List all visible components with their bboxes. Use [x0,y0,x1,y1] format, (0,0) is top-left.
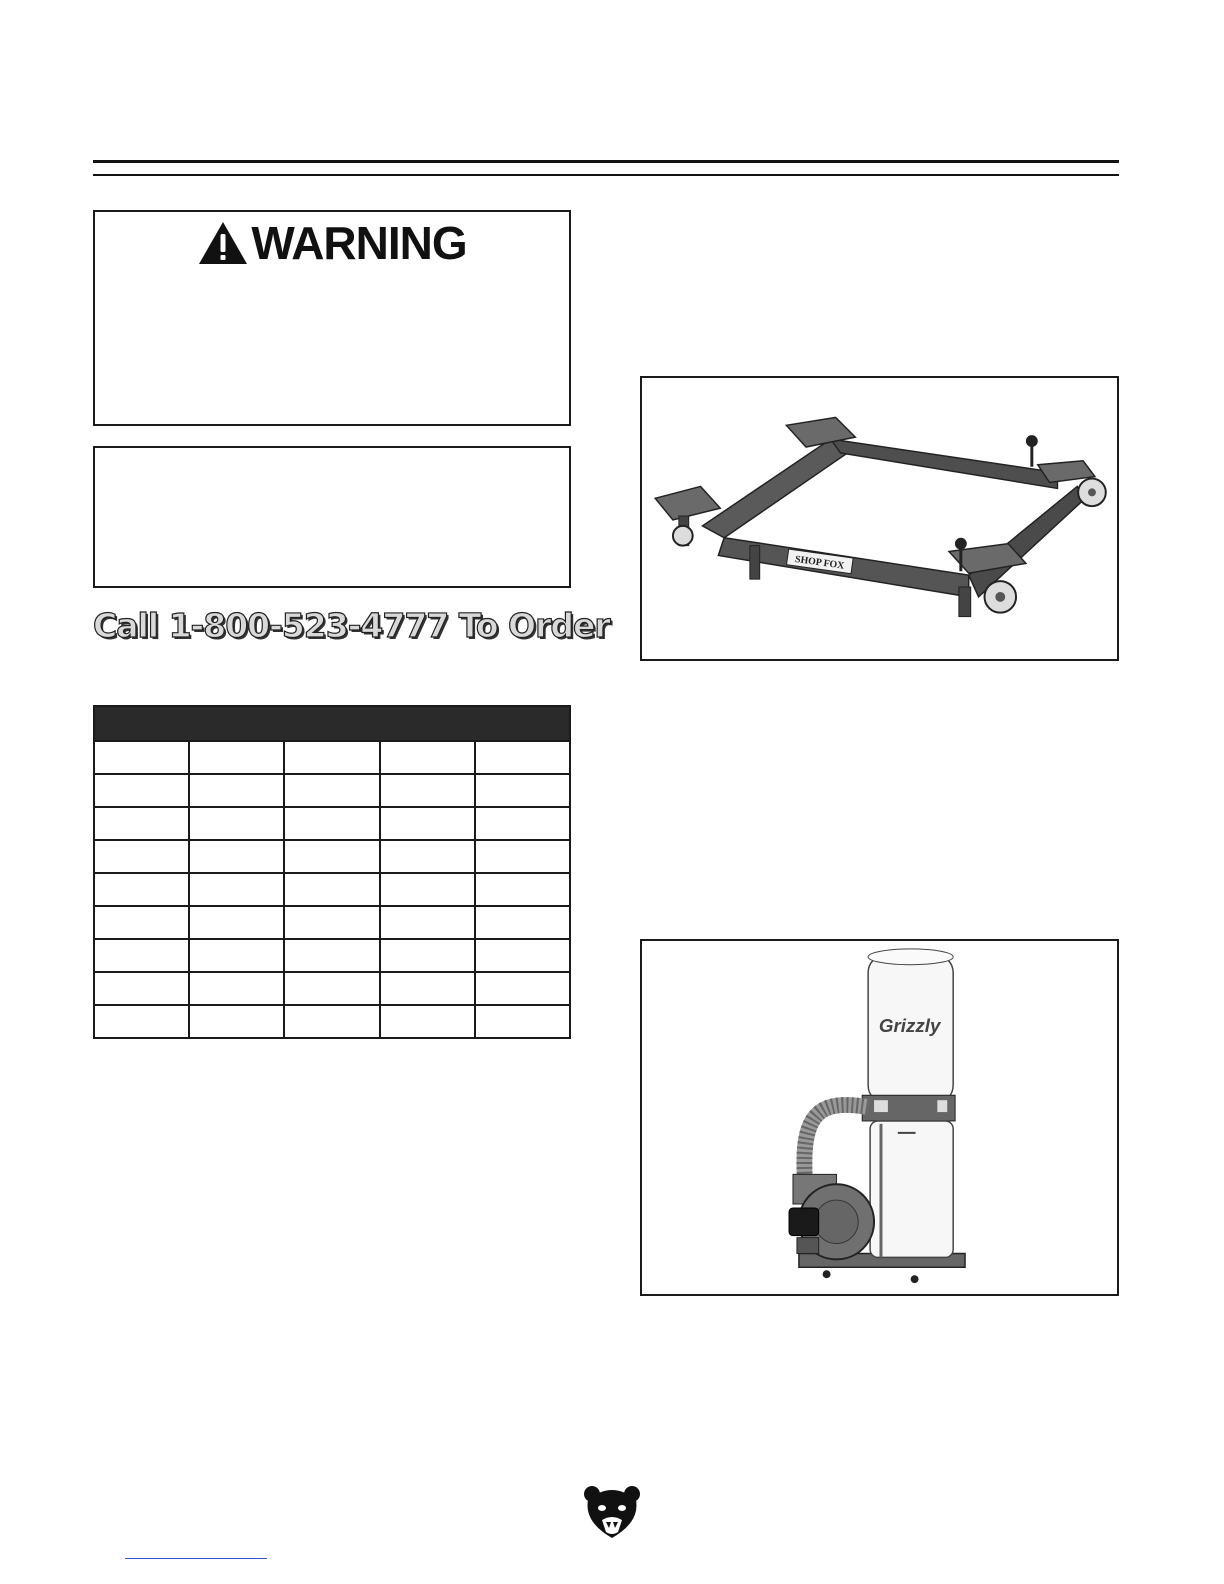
table-cell [189,972,284,1005]
table-row [94,1005,570,1038]
table-row [94,774,570,807]
table-cell [94,1005,189,1038]
table-cell [380,906,475,939]
table-cell [284,939,379,972]
table-cell [284,807,379,840]
table-cell [189,873,284,906]
shop-fox-plate: SHOP FOX [794,553,845,572]
table-cell [475,840,570,873]
table-cell [284,840,379,873]
table-cell [380,840,475,873]
table-cell [94,807,189,840]
footer-link-underline[interactable] [125,1558,267,1559]
table-row [94,741,570,774]
table-cell [475,774,570,807]
table-cell [284,774,379,807]
table-cell [189,807,284,840]
table-cell [284,972,379,1005]
warning-title: WARNING [251,217,467,269]
table-cell [380,939,475,972]
table-cell [284,906,379,939]
table-cell [94,972,189,1005]
table-cell [380,1005,475,1038]
table-row [94,840,570,873]
table-cell [475,807,570,840]
table-cell [284,873,379,906]
warning-triangle-icon [197,220,249,266]
figure-mobile-base [640,376,1119,661]
table-cell [284,1005,379,1038]
table-cell [189,906,284,939]
table-row [94,906,570,939]
table-cell [94,840,189,873]
table-cell [380,972,475,1005]
table-header-cell [94,706,570,741]
table-cell [380,807,475,840]
table-cell [94,873,189,906]
table-cell [475,1005,570,1038]
table-cell [475,906,570,939]
table-cell [189,840,284,873]
table-header-row [94,706,570,741]
header-rule-bottom [93,174,1119,176]
grizzly-logo: Grizzly [878,1014,941,1036]
table-cell [94,774,189,807]
figure-dust-collector [640,939,1119,1296]
header-rule-top [93,160,1119,163]
table-cell [189,939,284,972]
warning-header [95,217,569,269]
table-cell [475,972,570,1005]
table-cell [284,741,379,774]
call-to-order-banner: Call 1-800-523-4777 To Order [93,606,610,645]
table-cell [475,873,570,906]
table-cell [380,774,475,807]
table-row [94,873,570,906]
table-row [94,939,570,972]
table-cell [189,741,284,774]
table-row [94,807,570,840]
table-cell [380,873,475,906]
table-cell [475,741,570,774]
table-cell [380,741,475,774]
table-cell [475,939,570,972]
table-cell [94,906,189,939]
table-row [94,972,570,1005]
table-cell [189,774,284,807]
grizzly-bear-logo-icon [582,1484,642,1540]
warning-box [93,210,571,426]
table-cell [94,741,189,774]
accessories-table [93,705,571,1039]
dust-collector-illustration [642,941,1117,1294]
table-cell [189,1005,284,1038]
mobile-base-illustration [642,378,1117,659]
notice-box [93,446,571,588]
table-cell [94,939,189,972]
